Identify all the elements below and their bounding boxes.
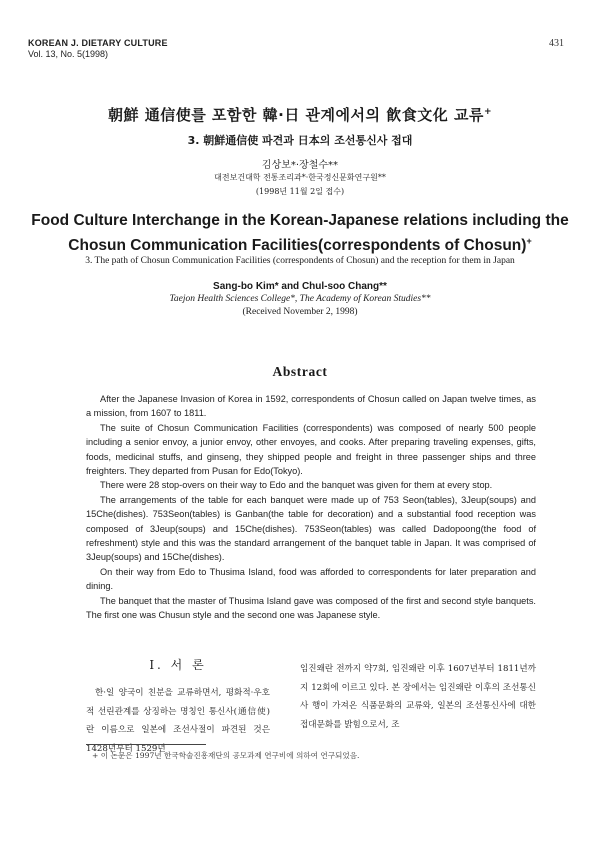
abstract-paragraph: On their way from Edo to Thusima Island, food was afforded to correspondents for later preparation and dining. [86, 566, 536, 592]
abstract-paragraph: There were 28 stop-overs on their way to Edo and the banquet was given for them at every stop. [100, 480, 493, 491]
korean-subtitle: 3. 朝鮮通信使 파견과 日本의 조선통신사 접대 [187, 134, 413, 147]
abstract-paragraph: The banquet that the master of Thusima Island gave was composed of the first and second style banquets. The first one was Chusun style and the second one was Japanese style. [86, 595, 536, 621]
korean-received-date: (1998년 11월 2일 접수) [255, 187, 345, 196]
body-paragraph: 한·일 양국이 친분을 교류하면서, 평화적·우호적 선린관계를 상징하는 명칭인 통신사(通信使)란 이름으로 일본에 조선사절이 파견된 것은 1428년부터 1529년 [86, 688, 270, 754]
english-title-mark: + [526, 236, 532, 246]
abstract-paragraph: The suite of Chosun Communication Facilities (correspondents) was composed of nearly 500 people including a senior envoy, a junior envoy, other envoyes, and cooks. After preparing traveling expenses, gifts, foods, medicinal stuffs, and ginseng, they shipped people and freight in three passenger ships and three freighters. They departed from Pusan for Edo(Tokyo). [86, 422, 536, 477]
english-title-line2: Chosun Communication Facilities(correspondents of Chosun) [68, 237, 527, 255]
journal-volume: Vol. 13, No. 5(1998) [28, 49, 109, 59]
korean-authors: 김상보*·장철수** [261, 160, 339, 171]
english-title [0, 211, 600, 256]
body-paragraph: 임진왜란 전까지 약7회, 임진왜란 이후 1607년부터 1811년까지 12회에 이르고 있다. 본 장에서는 임진왜란 이후의 조선통신사 행이 가져온 식품문화의 교류와, 일본의 조선통신사에 대한 접대문화를 밝힘으로서, 조 [300, 664, 536, 730]
korean-affiliation: 대전보건대학 전통조리과*·한국정신문화연구원** [214, 173, 386, 182]
footnote: + 이 논문은 1997년 한국학술진흥재단의 공모과제 연구비에 의하여 연구되었음. [92, 751, 360, 760]
abstract-paragraph: The arrangements of the table for each banquet were made up of 753 Seon(tables), 3Jeup(soups) and 15Che(dishes). 753Seon(tables) is Ganban(the table for decoration) and a substantial food reception was composed of 3Jeup(soups) and 15Che(dishes). 753Seon(tables) was called Dadopoong(the food of refreshment) style and this was the standard arrangement of the banquet table in Japan. It was comprised of 3Jeup(soups) and 15Che(dishes). [86, 494, 536, 563]
section-heading-introduction: I. 서 론 [149, 658, 207, 672]
page-number: 431 [549, 38, 564, 49]
footnote-divider [86, 744, 206, 745]
journal-header [28, 38, 168, 60]
abstract-body [86, 392, 536, 623]
korean-title-text: 朝鮮 通信使를 포함한 韓·日 관계에서의 飮食文化 교류 [108, 106, 484, 124]
abstract-paragraph: After the Japanese Invasion of Korea in 1592, correspondents of Chosun called on Japan twelve times, as a mission, from 1607 to 1811. [86, 394, 536, 419]
journal-name: KOREAN J. DIETARY CULTURE [28, 38, 168, 48]
english-title-line1: Food Culture Interchange in the Korean-Japanese relations including the [31, 212, 569, 229]
english-authors: Sang-bo Kim* and Chul-soo Chang** [213, 281, 387, 292]
english-subtitle: 3. The path of Chosun Communication Facilities (correspondents of Chosun) and the reception for them in Japan [85, 256, 515, 266]
abstract-heading: Abstract [272, 364, 328, 379]
body-column-right [300, 660, 536, 734]
korean-title-mark: + [483, 107, 492, 117]
english-received-date: (Received November 2, 1998) [242, 307, 358, 317]
body-column-left [86, 684, 270, 758]
english-affiliation: Taejon Health Sciences College*, The Academy of Korean Studies** [169, 294, 431, 304]
korean-title [0, 104, 600, 125]
